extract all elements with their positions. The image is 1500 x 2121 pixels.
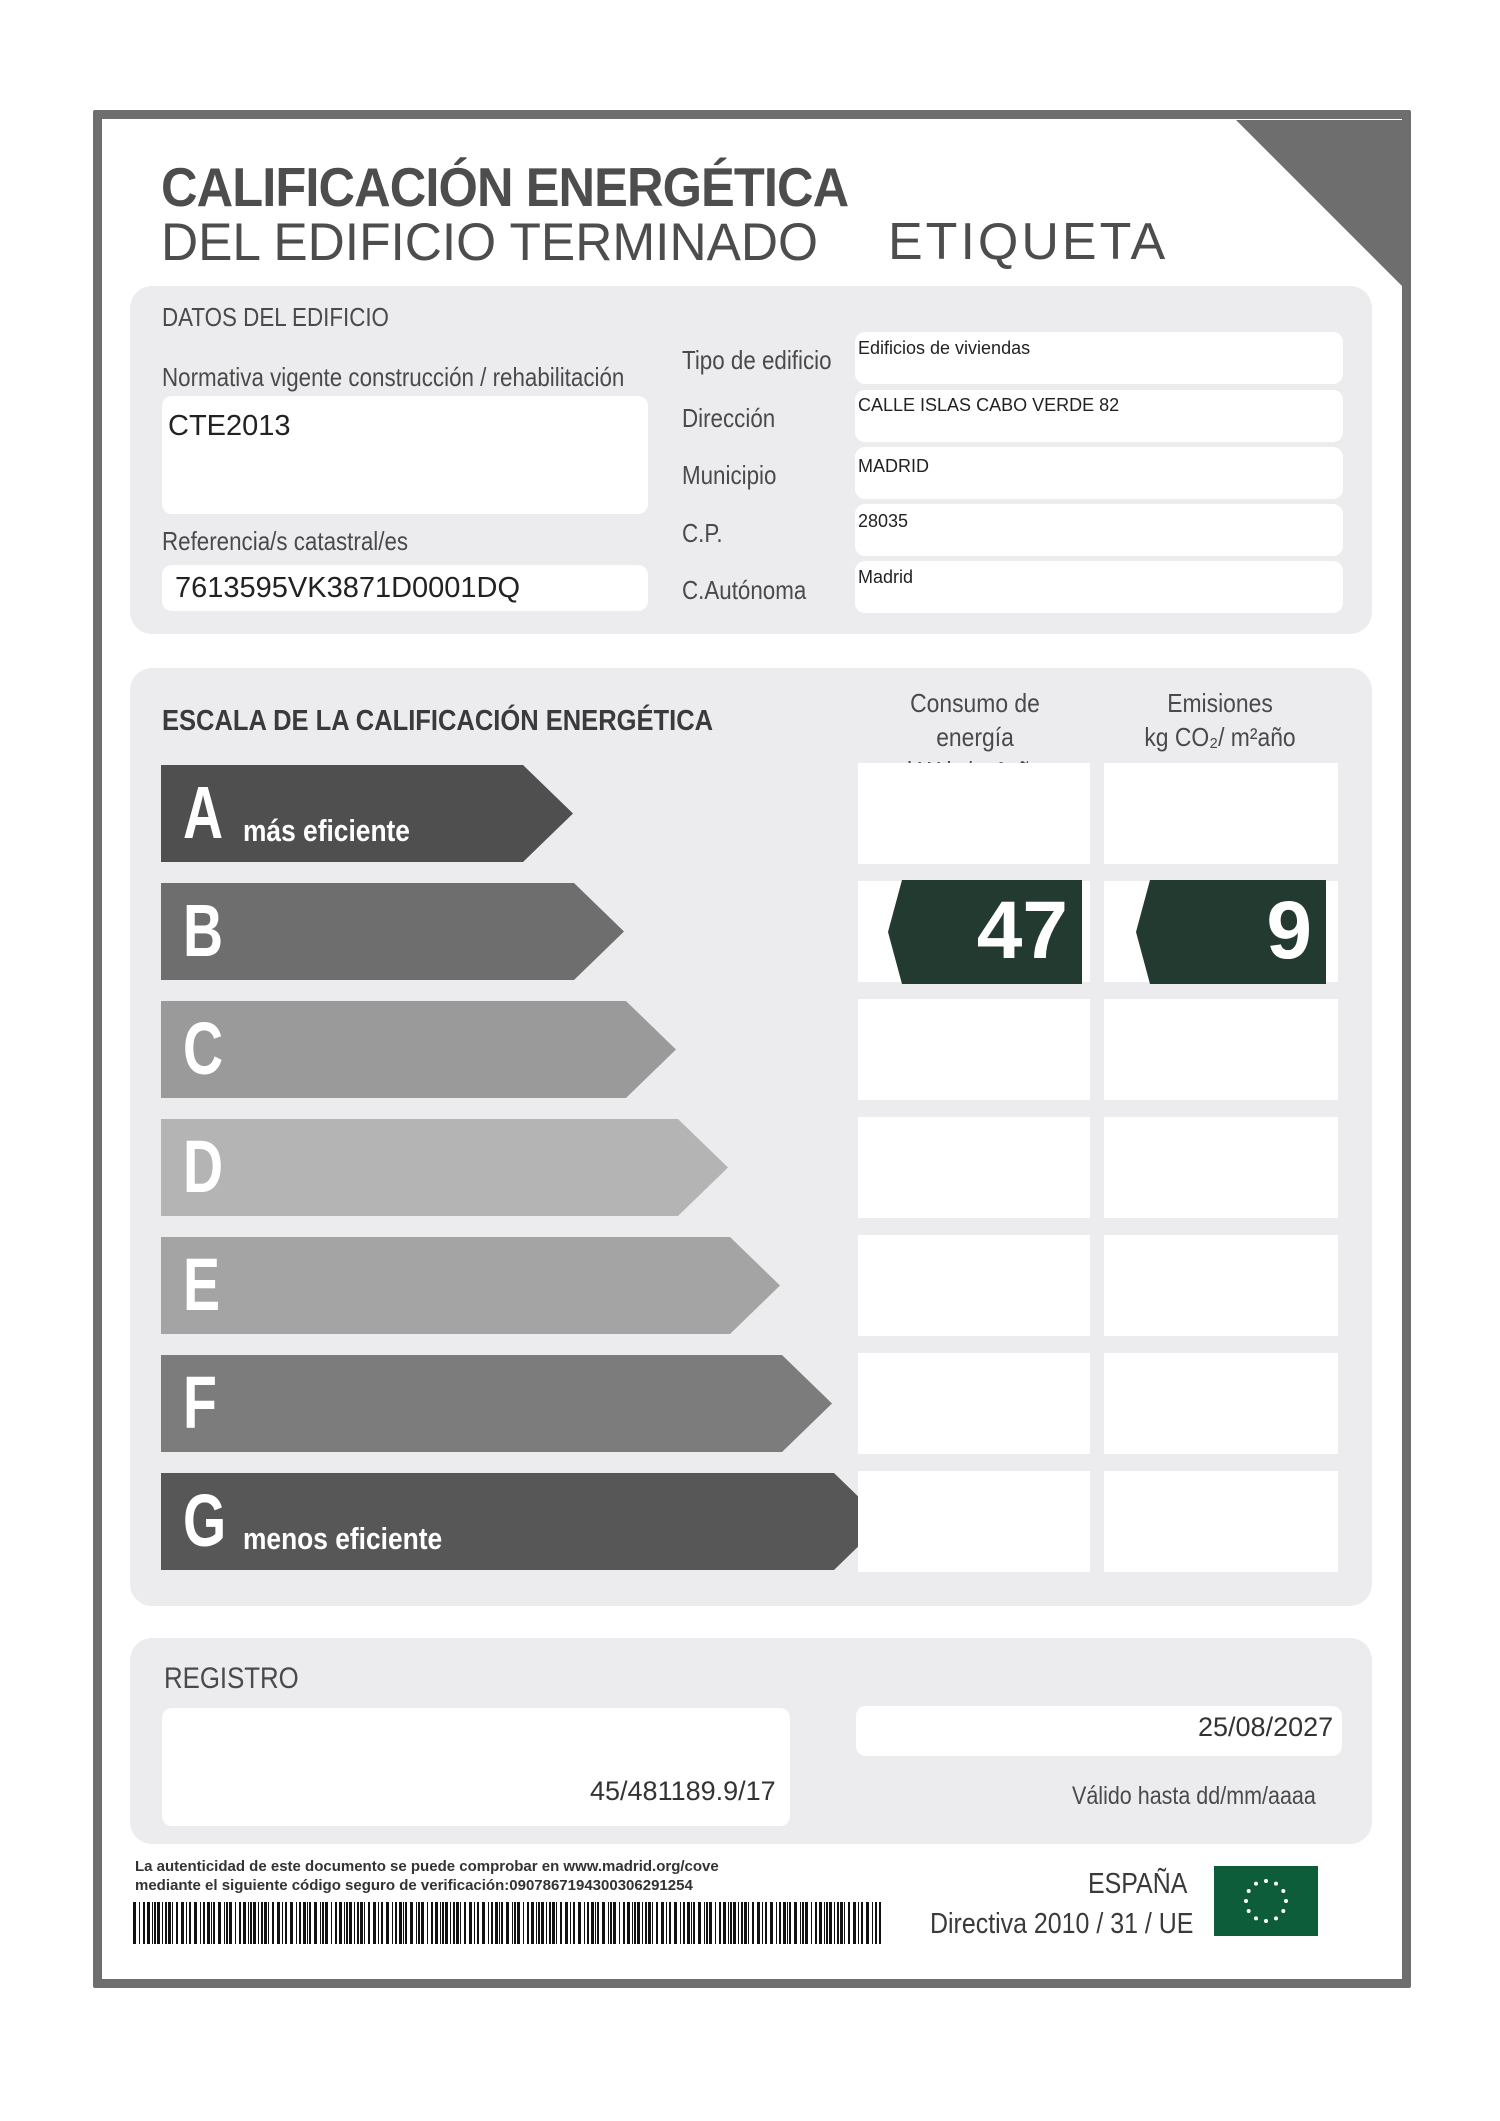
grade-letter-e: E: [183, 1243, 221, 1326]
grade-arrow-a: [161, 765, 573, 862]
field-value-building-type: Edificios de viviendas: [858, 338, 1031, 358]
title-line-1: CALIFICACIÓN ENERGÉTICA: [161, 156, 849, 218]
regulation-value: CTE2013: [168, 410, 291, 442]
field-box-region: [855, 561, 1343, 613]
emissions-cell-c: [1104, 999, 1338, 1100]
grade-arrow-e: [161, 1237, 780, 1334]
grade-arrow-g: [161, 1473, 884, 1570]
field-label-address: Dirección: [682, 403, 776, 433]
emissions-header-line2: kg CO₂/ m²año: [1144, 722, 1296, 752]
corner-fold: [1236, 120, 1402, 286]
emissions-cell-f: [1104, 1353, 1338, 1454]
consumption-cell-a: [858, 763, 1090, 864]
cadastral-label: Referencia/s catastral/es: [162, 526, 409, 556]
country-label: ESPAÑA: [1088, 1868, 1188, 1900]
consumption-cell-f: [858, 1353, 1090, 1454]
valid-until-label: Válido hasta dd/mm/aaaa: [1072, 1782, 1316, 1810]
consumption-cell-c: [858, 999, 1090, 1100]
emissions-value: 9: [1266, 885, 1312, 976]
grade-note-g: menos eficiente: [243, 1521, 443, 1556]
registry-number: 45/481189.9/17: [590, 1776, 776, 1806]
eu-flag-icon: [1214, 1866, 1318, 1936]
field-label-region: C.Autónoma: [682, 575, 807, 605]
field-label-building-type: Tipo de edificio: [682, 345, 832, 375]
grade-arrow-c: [161, 1001, 676, 1098]
consumption-value: 47: [976, 885, 1068, 976]
authenticity-line-2: mediante el siguiente código seguro de verificación:0907867194300306291254: [135, 1877, 693, 1894]
emissions-cell-a: [1104, 763, 1338, 864]
grade-letter-d: D: [183, 1125, 224, 1208]
grade-letter-g: G: [183, 1479, 227, 1562]
consumption-cell-e: [858, 1235, 1090, 1336]
regulation-label: Normativa vigente construcción / rehabilitación: [162, 362, 625, 392]
field-box-postal-code: [855, 504, 1343, 556]
field-value-municipality: MADRID: [858, 456, 929, 476]
cadastral-value: 7613595VK3871D0001DQ: [175, 572, 521, 604]
grade-note-a: más eficiente: [243, 813, 410, 848]
scale-section-title: ESCALA DE LA CALIFICACIÓN ENERGÉTICA: [162, 705, 714, 737]
emissions-header: [1116, 686, 1324, 754]
grade-arrow-b: [161, 883, 624, 980]
consumption-cell-d: [858, 1117, 1090, 1218]
field-value-postal-code: 28035: [858, 511, 909, 531]
consumption-badge: [888, 880, 1082, 984]
grade-arrow-d: [161, 1119, 728, 1216]
etiqueta-label: ETIQUETA: [888, 213, 1169, 271]
building-section-title: DATOS DEL EDIFICIO: [162, 302, 389, 332]
valid-date: 25/08/2027: [1198, 1712, 1334, 1742]
registry-section-title: REGISTRO: [164, 1662, 299, 1695]
field-label-municipality: Municipio: [682, 460, 777, 490]
grade-arrow-f: [161, 1355, 832, 1452]
title-line-2: DEL EDIFICIO TERMINADO: [161, 213, 818, 272]
field-value-region: Madrid: [858, 567, 914, 587]
grade-letter-f: F: [183, 1361, 217, 1444]
field-value-address: CALLE ISLAS CABO VERDE 82: [858, 395, 1120, 415]
consumption-header-line1: Consumo de energía: [910, 688, 1040, 752]
grade-letter-b: B: [183, 889, 224, 972]
emissions-cell-d: [1104, 1117, 1338, 1218]
field-label-postal-code: C.P.: [682, 518, 723, 548]
emissions-cell-g: [1104, 1471, 1338, 1572]
grade-letter-a: A: [183, 771, 224, 854]
verification-barcode: [133, 1902, 881, 1944]
emissions-cell-e: [1104, 1235, 1338, 1336]
registry-number-box: [162, 1708, 790, 1826]
grade-letter-c: C: [183, 1007, 224, 1090]
emissions-header-line1: Emisiones: [1167, 688, 1273, 718]
directive-label: Directiva 2010 / 31 / UE: [930, 1908, 1194, 1940]
authenticity-line-1: La autenticidad de este documento se puede comprobar en www.madrid.org/cove: [135, 1858, 719, 1875]
emissions-badge: [1136, 880, 1326, 984]
consumption-cell-g: [858, 1471, 1090, 1572]
